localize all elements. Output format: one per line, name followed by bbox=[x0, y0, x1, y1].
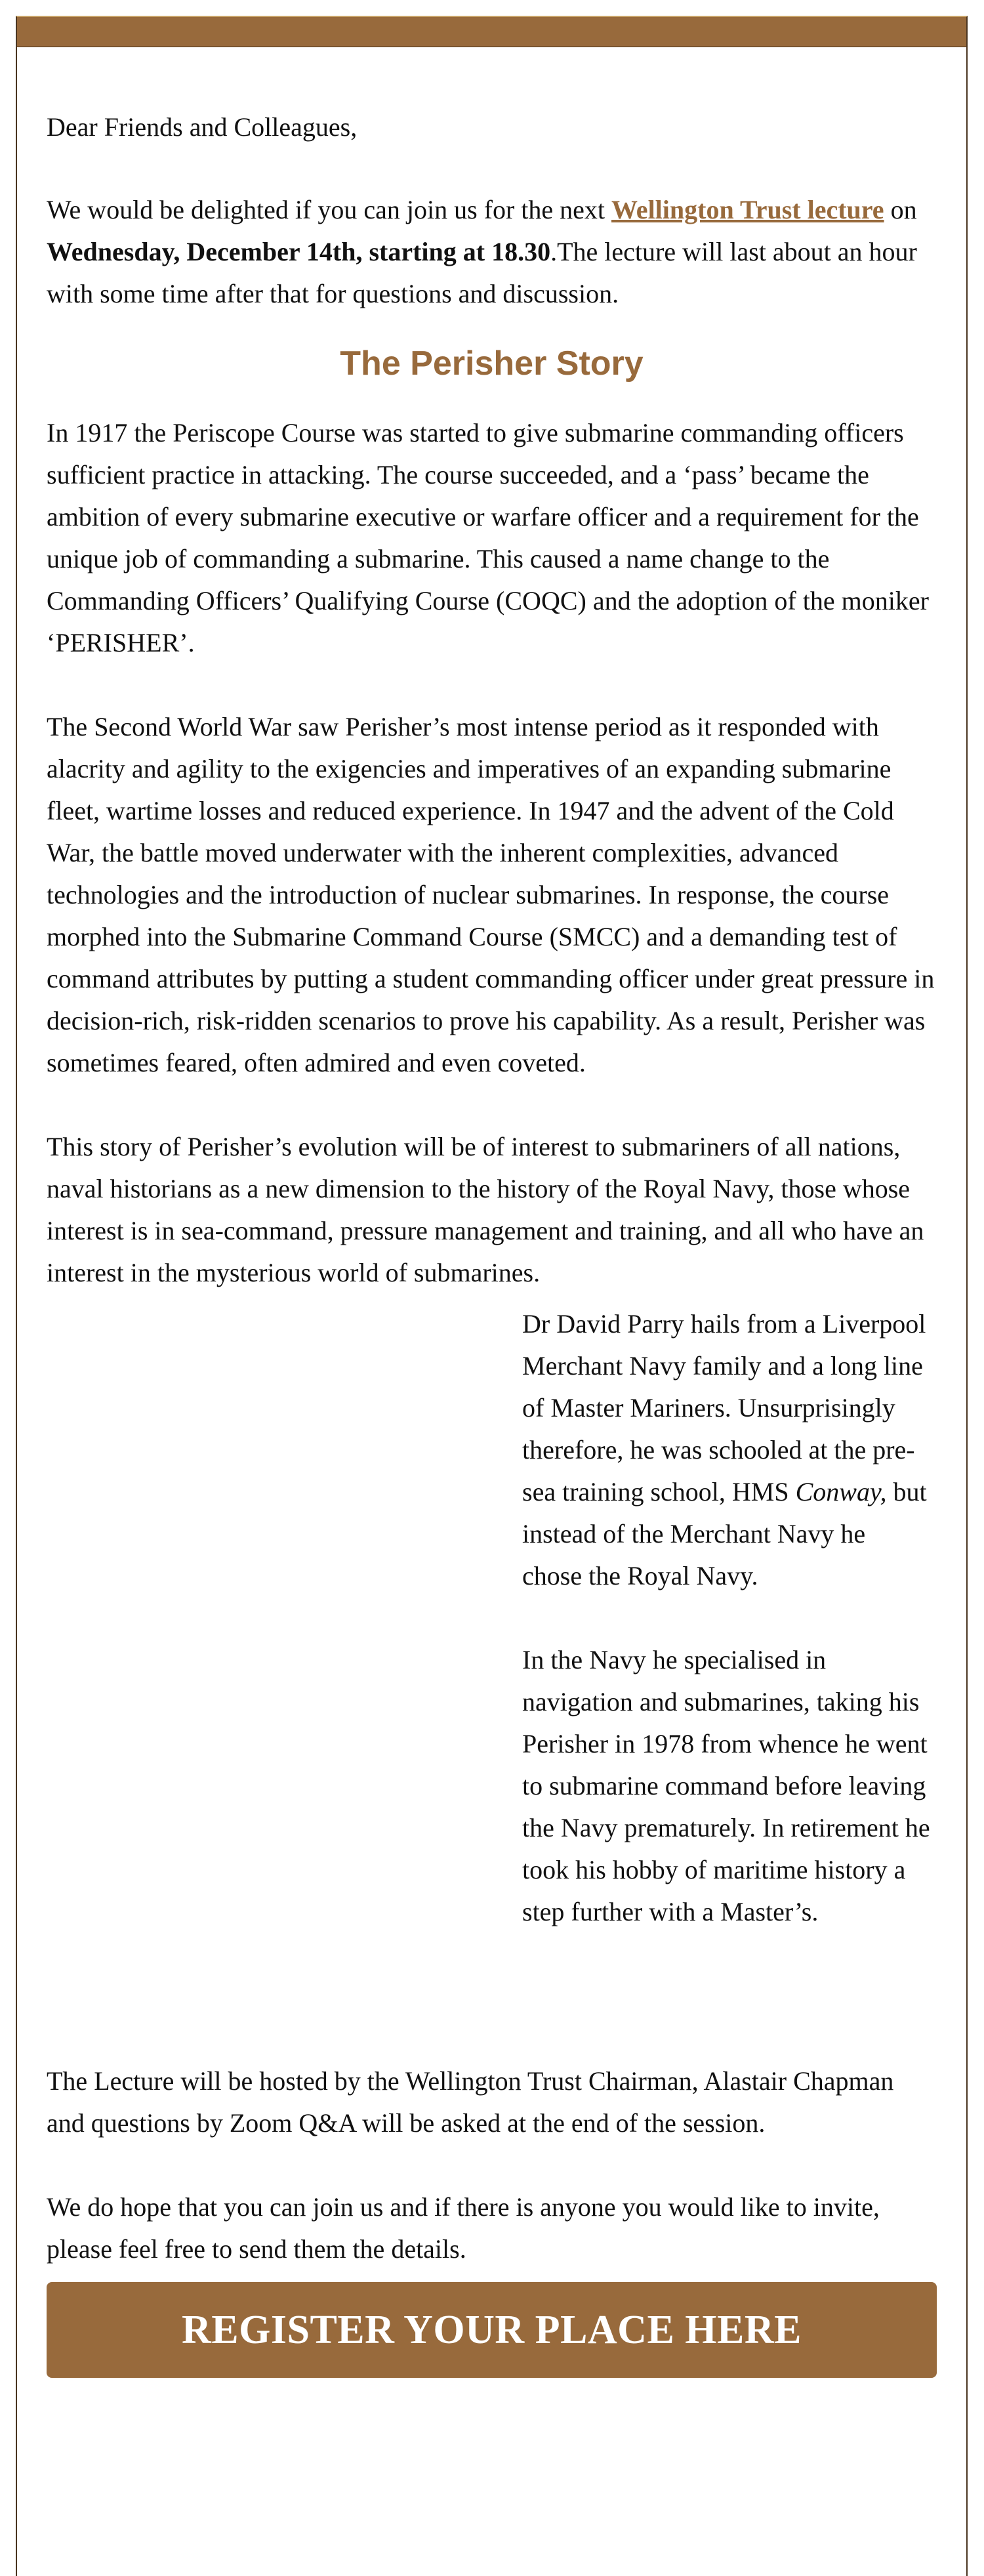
story-paragraph-2: The Second World War saw Perisher’s most intense period as it responded with alacrity and agility to the exigencies and imperatives of an expanding submarine fleet, wartime losses and reduced experience. In 1947 and the advent of the Cold War, the battle moved underwater with the inherent complexities, advanced technologies and the introduction of nuclear submarines. In response, the course morphed into the Submarine Command Course (SMCC) and a demanding test of command attributes by putting a student commanding officer under great pressure in decision-rich, risk-ridden scenarios to prove his capability. As a result, Perisher was sometimes feared, often admired and even coveted. bbox=[47, 712, 935, 1077]
header-bar bbox=[17, 17, 966, 47]
ship-name-conway: Conway, bbox=[795, 1477, 887, 1506]
email-frame bbox=[16, 16, 968, 2576]
email-body bbox=[17, 106, 966, 2378]
bio-p1-start: Dr David Parry hails from a Liverpool Merchant Navy family and a long line of Master Mariners. Unsurprisingly therefore, he was schooled at the pre-sea training school, HMS bbox=[522, 1309, 926, 1506]
speaker-photo-placeholder bbox=[47, 1303, 522, 2051]
event-date-time: Wednesday, December 14th, starting at 18.30 bbox=[47, 237, 551, 266]
intro-text-start: We would be delighted if you can join us for the next bbox=[47, 195, 612, 224]
lecture-title: The Perisher Story bbox=[340, 344, 644, 383]
wellington-trust-lecture-link[interactable]: Wellington Trust lecture bbox=[611, 195, 884, 224]
bio-p1-end: but instead of the Merchant Navy he chose the Royal Navy. bbox=[522, 1477, 927, 1590]
host-paragraph: The Lecture will be hosted by the Wellington Trust Chairman, Alastair Chapman and questions by Zoom Q&A will be asked at the end of the session. bbox=[47, 2066, 894, 2138]
intro-paragraph bbox=[47, 189, 937, 315]
closing-paragraph: We do hope that you can join us and if there is anyone you would like to invite, please feel free to send them the details. bbox=[47, 2192, 880, 2264]
intro-text-end: .The lecture will last about an hour with some time after that for questions and discussion. bbox=[47, 237, 917, 308]
story-paragraph-3: This story of Perisher’s evolution will be of interest to submariners of all nations, naval historians as a new dimension to the history of the Royal Navy, those whose interest is in sea-command, pressure management and training, and all who have an interest in the mysterious world of submarines. bbox=[47, 1132, 924, 1287]
speaker-bio-section bbox=[47, 1303, 937, 2051]
register-button[interactable]: REGISTER YOUR PLACE HERE bbox=[47, 2282, 937, 2378]
speaker-bio-text bbox=[522, 1303, 937, 2051]
intro-text-on: on bbox=[884, 195, 917, 224]
bio-paragraph-1 bbox=[522, 1303, 930, 1597]
bio-paragraph-2: In the Navy he specialised in navigation and submarines, taking his Perisher in 1978 from whence he went to submarine command before leaving the Navy prematurely. In retirement he took his hobby of maritime history a step further with a Master’s. bbox=[522, 1645, 930, 1926]
story-paragraph-1: In 1917 the Periscope Course was started to give submarine commanding officers sufficient practice in attacking. The course succeeded, and a ‘pass’ became the ambition of every submarine executive or warfare officer and a requirement for the unique job of commanding a submarine. This caused a name change to the Commanding Officers’ Qualifying Course (COQC) and the adoption of the moniker ‘PERISHER’. bbox=[47, 418, 929, 657]
greeting: Dear Friends and Colleagues, bbox=[47, 112, 358, 142]
